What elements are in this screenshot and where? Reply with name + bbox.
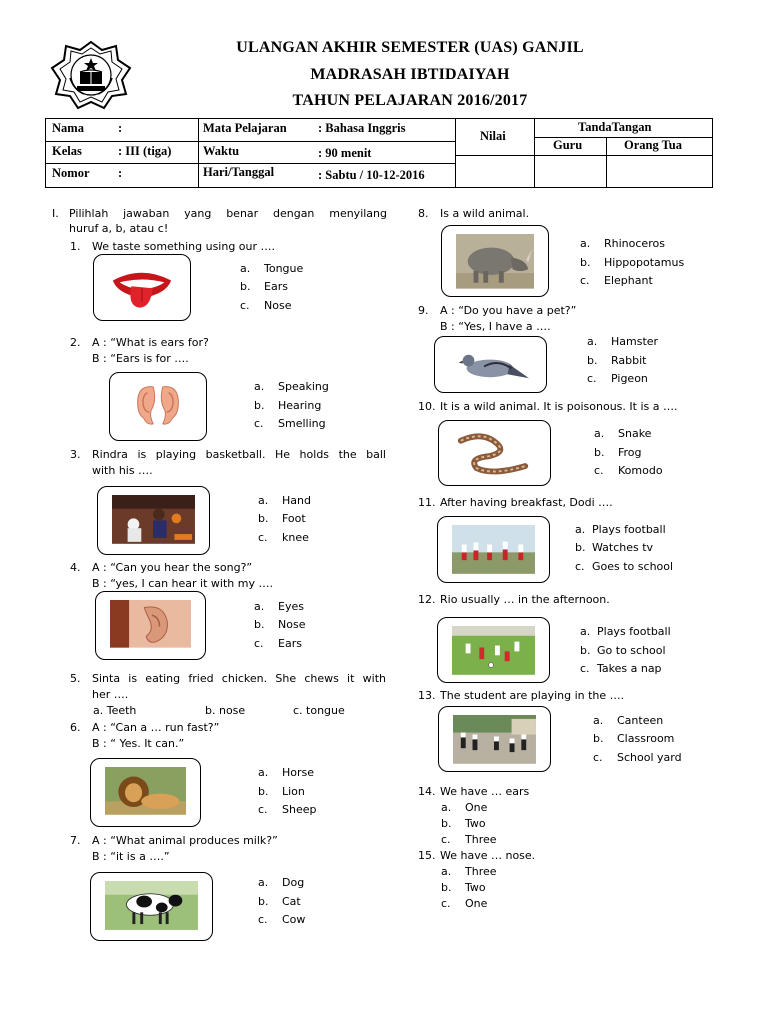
- option-letter: c.: [587, 372, 597, 385]
- subject-value: : Bahasa Inggris: [318, 121, 406, 135]
- option-text: Pigeon: [611, 372, 648, 385]
- question-text: B : “Ears is for ….: [92, 352, 189, 365]
- question-number: 10.: [418, 400, 436, 413]
- q7-option-b[interactable]: [258, 895, 301, 908]
- q2-option-b[interactable]: [254, 399, 321, 412]
- option-text: Frog: [618, 446, 642, 459]
- q4-option-a[interactable]: [254, 600, 304, 613]
- question-text: A : “Can you hear the song?”: [92, 561, 253, 574]
- option-text: One: [465, 801, 488, 814]
- q1-option-c[interactable]: [240, 299, 291, 312]
- madrasah-emblem-icon: [50, 40, 132, 110]
- option-letter: c.: [580, 662, 590, 675]
- option-text: Cow: [282, 913, 306, 926]
- question-text: A : “What is ears for?: [92, 336, 209, 349]
- option-letter: a.: [593, 714, 604, 727]
- question-text: B : “Yes, I have a ….: [440, 320, 551, 333]
- question-number: 4.: [70, 561, 81, 574]
- q6-option-a[interactable]: [258, 766, 314, 779]
- option-letter: c.: [254, 417, 264, 430]
- pigeon-photo: [449, 345, 532, 386]
- q12-option-a[interactable]: [580, 625, 671, 638]
- option-letter: a.: [254, 380, 265, 393]
- option-text: Plays football: [592, 523, 666, 536]
- option-text: Sheep: [282, 803, 317, 816]
- ears-image: [109, 372, 207, 441]
- option-text: Two: [465, 817, 486, 830]
- q4-option-b[interactable]: [254, 618, 305, 631]
- student-info-table: [45, 118, 713, 188]
- option-text: School yard: [617, 751, 682, 764]
- option-letter: c.: [254, 637, 264, 650]
- option-text: Canteen: [617, 714, 664, 727]
- ears-icon: [124, 381, 192, 430]
- question-text: B : “ Yes. It can.”: [92, 737, 185, 750]
- question-text: her ….: [92, 688, 129, 701]
- question-number: 1.: [70, 240, 81, 253]
- option-letter: b.: [575, 541, 586, 554]
- option-letter: b.: [580, 644, 591, 657]
- option-text: Nose: [264, 299, 292, 312]
- teacher-label: Guru: [553, 138, 583, 152]
- rhinoceros-photo: [456, 234, 534, 289]
- question-number: 9.: [418, 304, 429, 317]
- cow-image: [90, 872, 213, 941]
- option-letter: b.: [580, 256, 591, 269]
- q5-option-b[interactable]: b. nose: [205, 704, 246, 717]
- question-5: [70, 671, 386, 701]
- option-text: Plays football: [597, 625, 671, 638]
- tongue-image: [93, 254, 191, 321]
- question-2: [70, 335, 209, 365]
- option-text: Cat: [282, 895, 301, 908]
- option-letter: a.: [441, 865, 452, 878]
- question-text: It is a wild animal. It is poisonous. It is a ….: [440, 400, 678, 413]
- option-text: Ears: [278, 637, 302, 650]
- option-letter: a.: [254, 600, 265, 613]
- q13-option-b[interactable]: [593, 732, 674, 745]
- basketball-photo: [112, 495, 195, 544]
- option-letter: b.: [587, 354, 598, 367]
- question-text: A : “What animal produces milk?”: [92, 834, 278, 847]
- ear-photo: [110, 600, 191, 648]
- option-text: Two: [465, 881, 486, 894]
- option-letter: b.: [254, 618, 265, 631]
- option-text: Tongue: [264, 262, 304, 275]
- q14-option-a[interactable]: [441, 801, 487, 814]
- q15-option-c[interactable]: [441, 897, 487, 910]
- question-text: B : “it is a ….”: [92, 850, 170, 863]
- time-label: Waktu: [203, 144, 240, 158]
- option-letter: a.: [575, 523, 586, 536]
- option-text: Komodo: [618, 464, 663, 477]
- option-text: Horse: [282, 766, 315, 779]
- q6-option-b[interactable]: [258, 785, 305, 798]
- question-number: 2.: [70, 336, 81, 349]
- question-text: B : “yes, I can hear it with my ….: [92, 577, 273, 590]
- option-text: Watches tv: [592, 541, 654, 554]
- question-number: 14.: [418, 785, 436, 798]
- option-letter: c.: [240, 299, 250, 312]
- option-text: Nose: [278, 618, 306, 631]
- question-text: A : “Can a … run fast?”: [92, 721, 220, 734]
- option-text: Speaking: [278, 380, 329, 393]
- instruction: [52, 206, 387, 235]
- snake-photo: [453, 429, 536, 478]
- q14-option-c[interactable]: [441, 833, 497, 846]
- option-text: Eyes: [278, 600, 304, 613]
- q11-option-b[interactable]: [575, 541, 653, 554]
- option-text: Rhinoceros: [604, 237, 665, 250]
- option-letter: b.: [594, 446, 605, 459]
- q15-option-b[interactable]: [441, 881, 486, 894]
- question-number: 15.: [418, 849, 436, 862]
- question-number: 6.: [70, 721, 81, 734]
- question-text: Rio usually … in the afternoon.: [440, 593, 610, 606]
- option-letter: a.: [441, 801, 452, 814]
- exam-title: ULANGAN AKHIR SEMESTER (UAS) GANJIL: [236, 39, 584, 56]
- option-text: knee: [282, 531, 309, 544]
- option-text: One: [465, 897, 488, 910]
- option-letter: a.: [240, 262, 251, 275]
- q8-option-c[interactable]: [580, 274, 653, 287]
- question-9: [418, 303, 577, 333]
- q7-option-c[interactable]: [258, 913, 305, 926]
- question-text: We taste something using our ….: [92, 240, 276, 253]
- q7-option-a[interactable]: [258, 876, 304, 889]
- q13-option-c[interactable]: [593, 751, 682, 764]
- parent-label: Orang Tua: [624, 138, 683, 152]
- question-10: [418, 399, 678, 414]
- question-13: [418, 688, 625, 703]
- option-text: Three: [465, 833, 497, 846]
- question-number: 13.: [418, 689, 436, 702]
- question-text: The student are playing in the ….: [440, 689, 625, 702]
- question-number: 11.: [418, 496, 436, 509]
- q6-option-c[interactable]: [258, 803, 316, 816]
- option-letter: c.: [593, 751, 603, 764]
- option-letter: c.: [580, 274, 590, 287]
- option-letter: b.: [254, 399, 265, 412]
- option-letter: b.: [240, 280, 251, 293]
- q10-option-c[interactable]: [594, 464, 663, 477]
- q15-option-a[interactable]: [441, 865, 497, 878]
- question-text: with his ….: [92, 464, 153, 477]
- q11-option-c[interactable]: [575, 560, 673, 573]
- q2-option-c[interactable]: [254, 417, 326, 430]
- option-letter: c.: [441, 833, 451, 846]
- question-number: 7.: [70, 834, 81, 847]
- q9-option-a[interactable]: [587, 335, 658, 348]
- question-text: Is a wild animal.: [440, 207, 530, 220]
- q12-option-c[interactable]: [580, 662, 662, 675]
- question-text: We have … nose.: [440, 849, 536, 862]
- option-letter: c.: [258, 531, 268, 544]
- question-12: [418, 592, 610, 607]
- school-name: MADRASAH IBTIDAIYAH: [310, 66, 510, 83]
- option-letter: b.: [441, 881, 452, 894]
- option-letter: a.: [594, 427, 605, 440]
- students-walking-image: [437, 516, 550, 583]
- option-text: Takes a nap: [597, 662, 662, 675]
- q1-option-a[interactable]: [240, 262, 303, 275]
- option-letter: c.: [258, 913, 268, 926]
- option-letter: a.: [580, 625, 591, 638]
- option-letter: b.: [258, 785, 269, 798]
- option-text: Hippopotamus: [604, 256, 685, 269]
- question-text: Sinta is eating fried chicken. She chews it with: [92, 672, 386, 685]
- question-number: 5.: [70, 672, 81, 685]
- q9-option-c[interactable]: [587, 372, 648, 385]
- option-text: Smelling: [278, 417, 326, 430]
- option-letter: a.: [258, 494, 269, 507]
- option-letter: b.: [441, 817, 452, 830]
- subject-label: Mata Pelajaran: [203, 121, 287, 135]
- option-letter: a.: [258, 766, 269, 779]
- football-photo: [452, 626, 535, 675]
- lion-photo: [105, 767, 186, 815]
- q10-option-a[interactable]: [594, 427, 651, 440]
- question-number: 12.: [418, 593, 436, 606]
- option-text: Three: [465, 865, 497, 878]
- option-text: Rabbit: [611, 354, 647, 367]
- option-text: Lion: [282, 785, 305, 798]
- question-15: [418, 848, 536, 863]
- option-letter: c.: [258, 803, 268, 816]
- option-letter: a.: [258, 876, 269, 889]
- question-8: [418, 206, 530, 221]
- question-6: [70, 720, 220, 750]
- option-text: Hearing: [278, 399, 322, 412]
- q8-option-a[interactable]: [580, 237, 665, 250]
- option-text: Classroom: [617, 732, 675, 745]
- option-text: Foot: [282, 512, 306, 525]
- question-1: [70, 239, 275, 254]
- option-text: Dog: [282, 876, 305, 889]
- option-letter: c.: [594, 464, 604, 477]
- question-text: We have … ears: [440, 785, 530, 798]
- option-text: Hand: [282, 494, 311, 507]
- option-text: Hamster: [611, 335, 659, 348]
- q3-option-c[interactable]: [258, 531, 309, 544]
- name-value: :: [118, 121, 123, 135]
- q12-option-b[interactable]: [580, 644, 666, 657]
- signature-label: TandaTangan: [578, 120, 652, 134]
- q13-option-a[interactable]: [593, 714, 663, 727]
- name-label: Nama: [52, 121, 84, 135]
- tongue-icon: [108, 263, 176, 312]
- option-text: Go to school: [597, 644, 666, 657]
- class-value: : III (tiga): [118, 144, 172, 158]
- question-text: After having breakfast, Dodi ….: [440, 496, 613, 509]
- option-text: Goes to school: [592, 560, 674, 573]
- question-text: A : “Do you have a pet?”: [440, 304, 577, 317]
- number-value: :: [118, 166, 123, 180]
- question-11: [418, 495, 613, 510]
- q1-option-b[interactable]: [240, 280, 288, 293]
- option-letter: a.: [587, 335, 598, 348]
- football-image: [437, 617, 550, 683]
- section-number: I.: [52, 207, 59, 220]
- option-text: Elephant: [604, 274, 653, 287]
- basketball-image: [97, 486, 210, 555]
- option-letter: b.: [593, 732, 604, 745]
- question-4: [70, 560, 273, 590]
- option-letter: c.: [441, 897, 451, 910]
- date-label: Hari/Tanggal: [203, 165, 275, 179]
- option-text: Snake: [618, 427, 652, 440]
- q10-option-b[interactable]: [594, 446, 642, 459]
- option-letter: c.: [575, 560, 585, 573]
- q14-option-b[interactable]: [441, 817, 486, 830]
- option-text: Ears: [264, 280, 288, 293]
- option-letter: a.: [580, 237, 591, 250]
- schoolyard-photo: [453, 715, 536, 764]
- q3-option-a[interactable]: [258, 494, 311, 507]
- cow-photo: [105, 881, 198, 930]
- instruction-line2: huruf a, b, atau c!: [69, 222, 169, 235]
- question-14: [418, 784, 530, 799]
- academic-year: TAHUN PELAJARAN 2016/2017: [292, 92, 528, 109]
- instruction-line1: Pilihlah jawaban yang benar dengan menyilang: [69, 207, 387, 220]
- question-number: 8.: [418, 207, 429, 220]
- q5-option-c[interactable]: c. tongue: [293, 704, 345, 717]
- number-label: Nomor: [52, 166, 90, 180]
- schoolyard-image: [438, 706, 551, 772]
- question-text: Rindra is playing basketball. He holds the ball: [92, 448, 386, 461]
- lion-image: [90, 758, 201, 827]
- pigeon-image: [434, 336, 547, 393]
- score-label: Nilai: [480, 129, 506, 143]
- q5-option-a[interactable]: a. Teeth: [93, 704, 137, 717]
- snake-image: [438, 420, 551, 486]
- question-3: [70, 447, 386, 477]
- students-walking-photo: [452, 525, 535, 574]
- option-letter: b.: [258, 512, 269, 525]
- question-7: [70, 833, 278, 863]
- rhinoceros-image: [441, 225, 549, 297]
- q8-option-b[interactable]: [580, 256, 684, 269]
- date-value: : Sabtu / 10-12-2016: [318, 168, 425, 182]
- q4-option-c[interactable]: [254, 637, 302, 650]
- q2-option-a[interactable]: [254, 380, 329, 393]
- class-label: Kelas: [52, 144, 82, 158]
- ear-image: [95, 591, 206, 660]
- option-letter: b.: [258, 895, 269, 908]
- time-value: : 90 menit: [318, 146, 372, 160]
- q11-option-a[interactable]: [575, 523, 666, 536]
- q9-option-b[interactable]: [587, 354, 646, 367]
- q3-option-b[interactable]: [258, 512, 306, 525]
- question-number: 3.: [70, 448, 81, 461]
